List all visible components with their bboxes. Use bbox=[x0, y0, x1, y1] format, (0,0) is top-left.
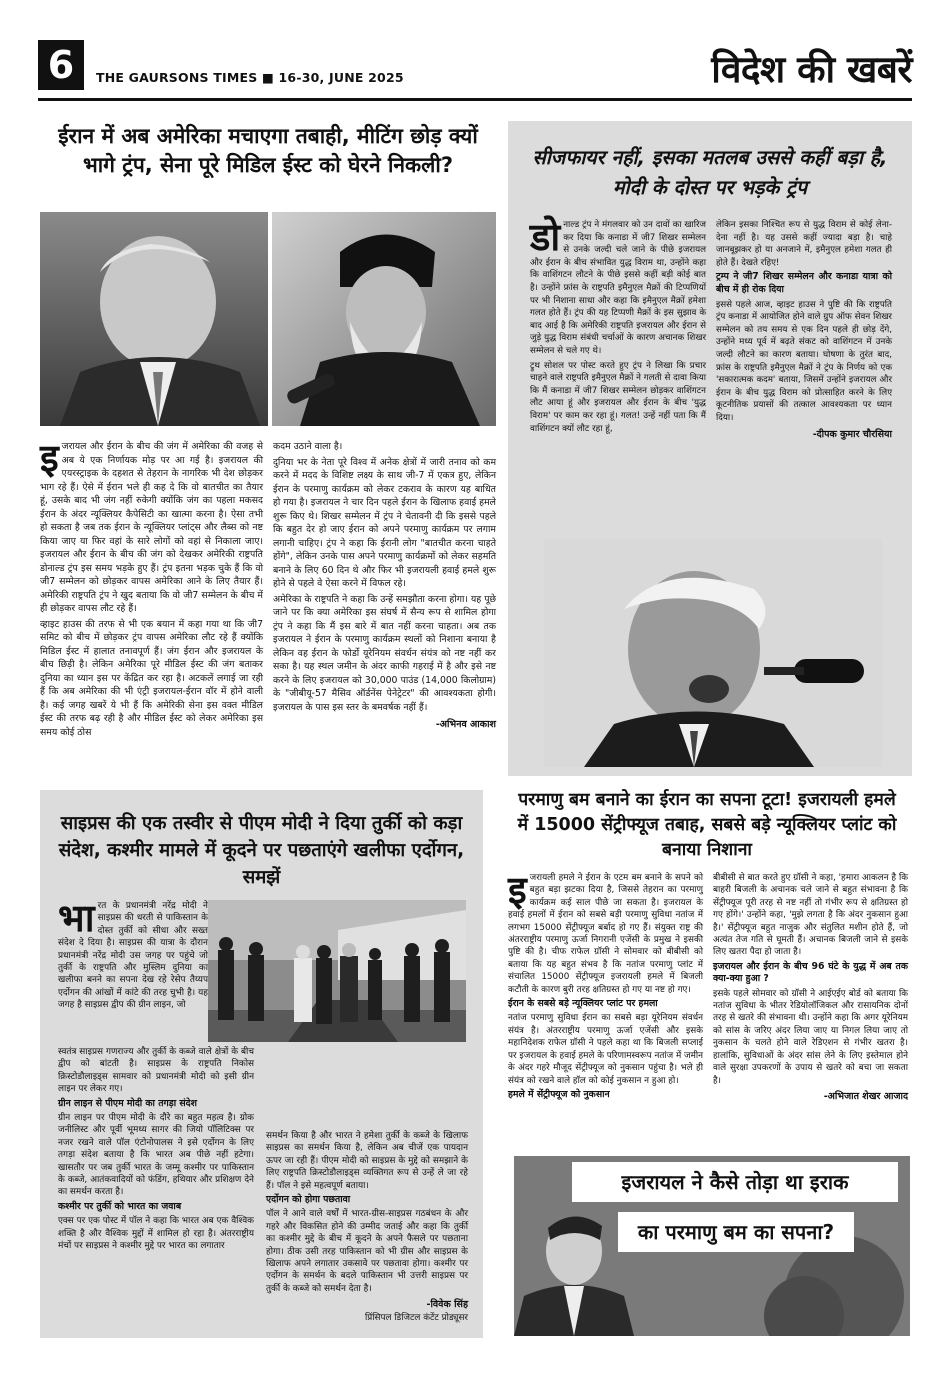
article3-subhead: एर्दोगन को होगा पछतावा bbox=[266, 1194, 351, 1206]
article2-subhead: ट्रम्प ने जी7 शिखर सम्मेलन और कनाडा यात्रा को बीच में ही रोक दिया bbox=[716, 271, 892, 295]
article4-subhead: हमले में सेंट्रीफ्यूज को नुकसान bbox=[508, 1088, 610, 1100]
article1-headline: ईरान में अब अमेरिका मचाएगा तबाही, मीटिंग छोड़ क्यों भागे ट्रंप, सेना पूरे मिडिल ईस्ट को घेरने निकली? bbox=[58, 124, 478, 177]
article4-paragraph: जरायली हमले ने ईरान के एटम बम बनाने के सपने को बहुत बड़ा झटका दिया है, जिससे तेहरान का परमाणु कार्यक्रम कई साल पीछे जा सकता है। इजरायल के हवाई हमलों में ईरान को सबसे बड़ी परमाणु सुविधा नतांज में लगभग 15000 सेंट्रीफ्यूज बर्बाद हो गए हैं। संयुक्त राष्ट्र की अंतरराष्ट्रीय परमाणु ऊर्जा निगरानी एजेंसी के प्रमुख ने इसकी पुष्टि की है। चीफ राफेल ग्रॉसी ने सोमवार को बीबीसी को बताया कि यह बहुत संभव है कि नतांज परमाणु प्लांट में संचालित 15000 सेंट्रीफ्यूज इजरायली हमले में बिजली कटौती के कारण बुरी तरह क्षतिग्रस्त हो गए या नष्ट हो गए। bbox=[508, 873, 703, 995]
article1-dropcap: इ bbox=[40, 436, 59, 480]
article3-column-1 bbox=[58, 1046, 254, 1255]
photo-trump-speaking bbox=[544, 539, 882, 767]
article4-column-2 bbox=[713, 872, 908, 1103]
article1-column-2 bbox=[273, 440, 496, 741]
article2-paragraph: ट्रुथ सोशल पर पोस्ट करते हुए ट्रंप ने लिखा कि प्रचार चाहने वाले राष्ट्रपति इमैनुएल मैक्रों ने गलती से दावा किया कि मैं कनाडा में जी7 शिखर सम्मेलन छोड़कर वाशिंगटन लौट आया हूं और इजरायल और ईरान के बीच 'युद्ध विराम' पर काम कर रहा हूं। गलत! उन्हें नहीं पता कि मैं वाशिंगटन क्यों लौट रहा हूं, bbox=[530, 360, 706, 434]
promo-title-line-2: का परमाणु बम का सपना? bbox=[618, 1212, 854, 1252]
article4-subhead: इजरायल और ईरान के बीच 96 घंटे के युद्ध में अब तक क्या-क्या हुआ ? bbox=[713, 960, 908, 985]
article3-subhead: कश्मीर पर तुर्की को भारत का जवाब bbox=[58, 1200, 182, 1212]
article4-paragraph: इसके पहले सोमवार को ग्रॉसी ने आईएईए बोर्ड को बताया कि नतांज सुविधा के भीतर रेडियोलॉजिकल और रासायनिक दोनों तरह से खतरे की संभावना थी। उन्होंने कहा कि अगर यूरेनियम को सांस के जरिए अंदर लिया जाए या निगल लिया जाए तो नुकसान के चलते होने वाले रेडिएशन से गंभीर खतरा है। हालांकि, सुविधाओं के अंदर सांस लेने के लिए इस्तेमाल होने वाले सुरक्षा उपकरणों के उपाय से खतरे को बचा जा सकता है। bbox=[713, 988, 908, 1086]
article3-headline: साइप्रस की एक तस्वीर से पीएम मोदी ने दिया तुर्की को कड़ा संदेश, कश्मीर मामले में कूदने पर पछताएंगे खलीफा एर्दोगन, समझें bbox=[58, 813, 465, 888]
paper-name-date: THE GAURSONS TIMES ■ 16-30, JUNE 2025 bbox=[96, 70, 404, 85]
article1-paragraph: दुनिया भर के नेता पूरे विश्व में अनेक क्षेत्रों में जारी तनाव को कम करने में मदद के विशिष्ट लक्ष्य के साथ जी-7 में एकत्र हुए, लेकिन ईरान के परमाणु कार्यक्रम को लेकर टकराव के कारण यह बाधित हो गया है। इजरायल ने चार दिन पहले ईरान के खिलाफ हवाई हमले शुरू किए थे। शिखर सम्मेलन में ट्रंप ने चेतावनी दी कि इससे पहले कि बहुत देर हो जाए ईरान को अपने परमाणु कार्यक्रम पर लगाम लगानी चाहिए। ट्रंप ने कहा कि ईरानी लोग "बातचीत करना चाहते होंगे", लेकिन उनके पास अपने परमाणु कार्यक्रमों को लेकर सहमति बनाने के लिए 60 दिन थे और फिर भी इजरायली हवाई हमले शुरू होने से पहले वे ऐसा करने में विफल रहे। bbox=[273, 456, 496, 589]
video-promo bbox=[514, 1156, 910, 1336]
article-ceasefire-trump bbox=[508, 121, 912, 776]
article4-byline: -अभिजात शेखर आजाद bbox=[823, 1090, 908, 1102]
article4-dropcap: इ bbox=[508, 868, 527, 912]
article3-paragraph: एक्स पर एक पोस्ट में पॉल ने कहा कि भारत अब एक वैश्विक शक्ति है और वैश्विक मुद्दों में शामिल हो रहा है। अंतरराष्ट्रीय मंचों पर साइप्रस ने कश्मीर मुद्दे पर भारत का लगातार bbox=[58, 1216, 254, 1252]
article1-column-1 bbox=[40, 436, 263, 741]
article1-byline: -अभिनव आकाश bbox=[435, 719, 496, 730]
article3-dropcap: भा bbox=[58, 896, 95, 940]
article3-photo bbox=[208, 900, 466, 1042]
article2-headline: सीजफायर नहीं, इसका मतलब उससे कहीं बड़ा है, मोदी के दोस्त पर भड़के ट्रंप bbox=[532, 146, 888, 199]
article4-paragraph: नतांज परमाणु सुविधा ईरान का सबसे बड़ा यूरेनियम संवर्धन संयंत्र है। अंतरराष्ट्रीय परमाणु ऊर्जा एजेंसी और इसके महानिदेशक राफेल ग्रॉसी ने पहले कहा था कि बिजली सप्लाई पर इजरायल के हवाई हमले के परिणामस्वरूप नतांज में जमीन के अंदर गहरे मौजूद सेंट्रीफ्यूज को नुकसान पहुंचा है। भले ही संयंत्र को रखने वाले हॉल को कोई नुकसान न हुआ हो। bbox=[508, 1013, 703, 1086]
article2-paragraph: नाल्ड ट्रंप ने मंगलवार को उन दावों का खारिज कर दिया कि कनाडा में जी7 शिखर सम्मेलन से उनके जल्दी चले जाने के पीछे इजरायल और ईरान के बीच संभावित युद्ध विराम था, उन्होंने कहा कि वाशिंगटन लौटने के पीछे इससे कहीं बड़ी कोई बात है। उन्होंने फ्रांस के राष्ट्रपति इमैनुएल मैक्रों की टिप्पणियों पर भी निशाना साधा और कहा कि इमैनुएल मैक्रों हमेशा गलत होते हैं। ट्रंप की यह टिप्पणी मैक्रों के इस सुझाव के बाद आई है कि अमेरिकी राष्ट्रपति इजरायल और ईरान से जुड़े युद्ध विराम संबंधी चर्चाओं के कारण अचानक शिखर सम्मेलन से चले गए थे। bbox=[530, 220, 706, 356]
masthead-rule bbox=[38, 98, 912, 101]
article2-column-2 bbox=[716, 219, 892, 441]
article-iran-america bbox=[40, 112, 496, 776]
article-iran-nuclear bbox=[502, 786, 912, 1146]
article4-headline: परमाणु बम बनाने का ईरान का सपना टूटा! इजरायली हमले में 15000 सेंट्रीफ्यूज तबाह, सबसे बड़े न्यूक्लियर प्लांट को बनाया निशाना bbox=[517, 790, 897, 860]
article3-paragraph: पॉल ने आने वाले वर्षों में भारत-ग्रीस-साइप्रस गठबंधन के और गहरे और विकसित होने की उम्मीद जताई और कहा कि तुर्की का कश्मीर मुद्दे के बीच में कूदने के अपने फैसले पर पछताना होगा। ठीक उसी तरह पाकिस्तान को भी ग्रीस और साइप्रस के खिलाफ अपने लगातार उकसावे पर पछतावा होगा। कश्मीर पर एर्दोगन के समर्थन के बदले पाकिस्तान भी उत्तरी साइप्रस पर तुर्की के कब्जे को समर्थन देता है। bbox=[266, 1209, 468, 1294]
page-number: 6 bbox=[38, 40, 84, 90]
article1-paragraph: जरायल और ईरान के बीच की जंग में अमेरिका की वजह से अब ये एक निर्णायक मोड़ पर आ गई है। इजरायल की एयरस्ट्राइक के दहशत से तेहरान के नागरिक भी देश छोड़कर भाग रहे हैं। ऐसे में ईरान भले ही कह दे कि वो बातचीत का तैयार हूं, उसके बाद भी जंग नहीं रुकेगी क्योंकि जंग का पहला मकसद ईरान के अंदर न्यूक्लियर कैपेसिटी का खात्मा करना है। ऐसा तभी हो सकता है जब तक ईरान के न्यूक्लियर प्लांट्स और लैब्स को नष्ट किया जाए या फिर वहां के सारे लोगों को वहां से निकाला जाए। इजरायल और ईरान के बीच की जंग को देखकर अमेरिकी राष्ट्रपति डोनाल्ड ट्रंप इस समय भड़के हुए हैं। ट्रंप इतना भड़क चुके हैं कि वो जी7 सम्मेलन को छोड़कर वापस अमेरिका आने के लिए तैयार हैं। अमेरिकी राष्ट्रपति ट्रंप ने खुद बताया कि वो जी7 सम्मेलन के बीच में ही छोड़कर वापस लौट रहे हैं। bbox=[40, 441, 263, 614]
article2-byline: -दीपक कुमार चौरसिया bbox=[812, 428, 892, 440]
article4-subhead: ईरान के सबसे बड़े न्यूक्लियर प्लांट पर हमला bbox=[508, 998, 658, 1010]
article4-paragraph: बीबीसी से बात करते हुए ग्रॉसी ने कहा, 'हमारा आकलन है कि बाहरी बिजली के अचानक चले जाने से बहुत संभावना है कि सेंट्रीफ्यूज पूरी तरह से नष्ट नहीं तो गंभीर रूप से क्षतिग्रस्त हो गए होंगे।' उन्होंने कहा, 'मुझे लगता है कि अंदर नुकसान हुआ है।' सेंट्रीफ्यूज बहुत नाजुक और संतुलित मशीन होते हैं, जो अत्यंत तेज गति से घूमती हैं। अचानक बिजली जाने से इसके लिए खतरा पैदा हो जाता है। bbox=[713, 873, 908, 958]
article1-paragraph: कदम उठाने वाला है। bbox=[273, 441, 343, 452]
article3-paragraph: ग्रीन लाइन पर पीएम मोदी के दौरे का बहुत महत्व है। ग्रोक जनीलिस्ट और पूर्वी भूमध्य सागर की जियो पॉलिटिक्स पर नजर रखने वाले पॉल एंटोनोपालस ने इसे एर्दोगन के लिए तगड़ा संदेश बताया है कि भारत अब पीछे नहीं हटेगा। खासतौर पर जब तुर्की भारत के जम्मू कश्मीर पर पाकिस्तान के कब्जे, आतंकवादियों को फंडिंग, हथियार और प्रशिक्षण देने का समर्थन करता है। bbox=[58, 1113, 254, 1198]
promo-title-line-1: इजरायल ने कैसे तोड़ा था इराक bbox=[572, 1162, 898, 1202]
section-title: विदेश की खबरें bbox=[711, 48, 912, 91]
article3-byline: -विवेक सिंह bbox=[426, 1299, 468, 1311]
article3-paragraph: स्वतंत्र साइप्रस गणराज्य और तुर्की के कब्जे वाले क्षेत्रों के बीच द्वीप को बांटती है। साइप्रस के राष्ट्रपति निकोस क्रिस्टोडौलाइड्स सामवार को प्रधानमंत्री मोदी को इसी ग्रीन लाइन पर लेकर गए। bbox=[58, 1047, 254, 1095]
article3-subhead: ग्रीन लाइन से पीएम मोदी का तगड़ा संदेश bbox=[58, 1097, 197, 1109]
masthead bbox=[38, 40, 912, 98]
article1-paragraph: अमेरिका के राष्ट्रपति ने कहा कि उन्हें समझौता करना होगा। यह पूछे जाने पर कि क्या अमेरिका इस संघर्ष में सैन्य रूप से शामिल होगा ट्रंप ने कहा कि मैं इस बारे में बात नहीं करना चाहता। अब तक इजरायल ने ईरान के परमाणु कार्यक्रम स्थलों को निशाना बनाया है लेकिन वह ईरान के फोर्डो यूरेनियम संवर्धन संयंत्र को नष्ट नहीं कर सका है। यह स्थल जमीन के अंदर काफी गहराई में है और इसे नष्ट करने के लिए इजरायल को 30,000 पाउंड (14,000 किलोग्राम) के "जीबीयू-57 मैसिव ऑर्डनेंस पेनेट्रेटर" की आवश्यकता होगी। इजरायल के पास इस स्तर के बमवर्षक नहीं हैं। bbox=[273, 593, 496, 713]
article2-paragraph: इससे पहले आज, व्हाइट हाउस ने पुष्टि की कि राष्ट्रपति ट्रंप कनाडा में आयोजित होने वाले ग्रुप ऑफ सेवन शिखर सम्मेलन को तय समय से एक दिन पहले ही छोड़ देंगे, उन्होंने मध्य पूर्व में बढ़ते संकट को वाशिंगटन में उनके जल्दी लौटने का कारण बताया। घोषणा के तुरंत बाद, फ्रांस के राष्ट्रपति इमैनुएल मैक्रों ने ट्रंप के निर्णय को एक 'सकारात्मक कदम' बताया, जिसमें उन्होंने इजरायल और ईरान के बीच युद्ध विराम को प्रोत्साहित करने के लिए कूटनीतिक प्रयासों की तत्काल आवश्यकता पर ध्यान दिया। bbox=[716, 299, 892, 423]
photo-trump-khamenei bbox=[40, 212, 496, 426]
article2-column-1 bbox=[530, 215, 706, 441]
article3-paragraph: समर्थन किया है और भारत ने हमेशा तुर्की के कब्जे के खिलाफ साइप्रस का समर्थन किया है, लेकिन अब चीजें एक पायदान ऊपर जा रही हैं। पीएम मोदी को साइप्रस के मुद्दे को समझाने के लिए राष्ट्रपति क्रिस्टोडौलाइड्स व्यक्तिगत रूप से उन्हें ले जा रहे हैं। पॉल ने इसे महत्वपूर्ण बताया। bbox=[266, 1131, 468, 1191]
photo-modi-cyprus bbox=[208, 900, 466, 1042]
article3-paragraph: रत के प्रधानमंत्री नरेंद्र मोदी ने साइप्रस की धरती से पाकिस्तान के दोस्त तुर्की को सीधा और सख्त संदेश दे दिया है। साइप्रस की यात्रा के दौरान प्रधानमंत्री नरेंद्र मोदी उस जगह पर पहुंचे जो तुर्की के राष्ट्रपति और मुस्लिम दुनिया का खलीफा बनने का सपना देख रहे रेसेप तैय्यप एर्दोगन की आंखों में कांटे की तरह चुभी है। यह जगह है साइप्रस द्वीप की ग्रीन लाइन, जो bbox=[58, 901, 208, 1011]
article2-paragraph: लेकिन इसका निश्चित रूप से युद्ध विराम से कोई लेना-देना नहीं है। यह उससे कहीं ज्यादा बड़ा है। चाहे जानबूझकर हो या अनजाने में, इमैनुएल हमेशा गलत ही होते हैं। देखते रहिए! bbox=[716, 220, 892, 268]
article3-column-2 bbox=[266, 1130, 468, 1324]
article1-paragraph: व्हाइट हाउस की तरफ से भी एक बयान में कहा गया था कि जी7 समिट को बीच में छोड़कर ट्रंप वापस अमेरिका लौट रहे हैं क्योंकि मिडिल ईस्ट में हालात तनावपूर्ण हैं। जंग ईरान और इजरायल के बीच छिड़ी है। लेकिन अमेरिका पूरे मीडिल ईस्ट की जंग बताकर दुनिया का ध्यान इस पर केंद्रित कर रहा है। अटकलें लगाई जा रही हैं कि अब अमेरिका की भी एंट्री इजरायल-ईरान वॉर में होने वाली है। कई जगह खबरें ये भी हैं कि अमेरिकी सेना इस वक्त मीडिल ईस्ट की तरफ बढ़ रही है और मीडिल ईस्ट को लेकर अमेरिका इस समय कोई ठोस bbox=[40, 618, 263, 738]
article1-photos bbox=[40, 212, 496, 426]
article2-dropcap: डो bbox=[530, 215, 561, 259]
article2-photo bbox=[544, 539, 882, 767]
article3-byline-role: प्रिंसिपल डिजिटल कंटेंट प्रोड्यूसर bbox=[364, 1312, 468, 1323]
article4-column-1 bbox=[508, 868, 703, 1103]
article3-lede bbox=[58, 896, 208, 1014]
article-cyprus-modi bbox=[40, 790, 483, 1338]
